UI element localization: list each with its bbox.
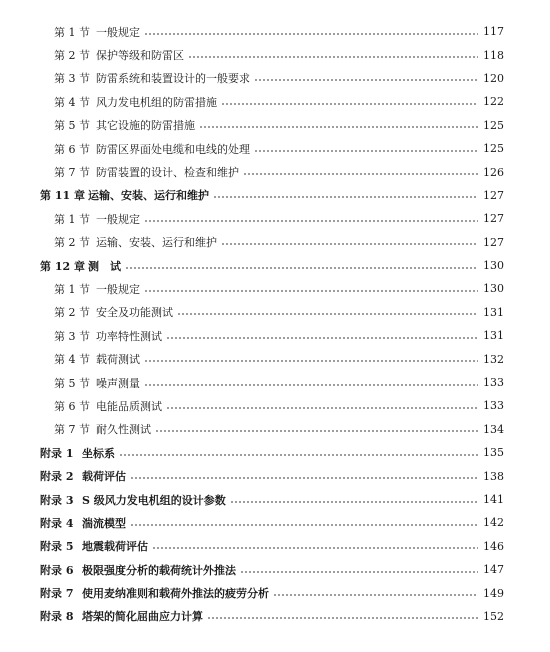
entry-number: 第 2 节 [54,49,90,63]
entry-title: 一般规定 [96,212,140,226]
toc-section-entry[interactable] [0,207,550,230]
entry-page-number: 127 [483,235,504,249]
entry-page-number: 146 [483,539,504,553]
entry-number: 第 1 节 [54,282,90,296]
dot-leader [221,243,478,245]
entry-title: 防雷系统和装置设计的一般要求 [96,72,250,86]
entry-number: 附录 5 [40,540,74,554]
dot-leader [155,430,478,432]
toc-chapter-entry[interactable] [0,184,550,207]
entry-page-number: 138 [483,469,504,483]
dot-leader [144,33,478,35]
entry-title: 载荷测试 [96,353,140,367]
entry-title: 防雷区界面处电缆和电线的处理 [96,142,250,156]
toc-section-entry[interactable] [0,90,550,113]
toc-section-entry[interactable] [0,137,550,160]
entry-page-number: 135 [483,446,504,460]
entry-title: 一般规定 [96,282,140,296]
entry-page-number: 133 [483,399,504,413]
entry-page-number: 122 [483,95,504,109]
entry-title: 运输、安装、运行和维护 [96,236,217,250]
entry-title: 功率特性测试 [96,329,162,343]
entry-title: 一般规定 [96,25,140,39]
toc-section-entry[interactable] [0,324,550,347]
dot-leader [188,56,478,58]
entry-title: 运输、安装、运行和维护 [88,189,209,203]
entry-page-number: 126 [483,165,504,179]
entry-title: 载荷评估 [82,470,126,484]
entry-number: 附录 3 [40,493,74,507]
dot-leader [144,220,478,222]
toc-appendix-entry[interactable] [0,488,550,511]
toc-section-entry[interactable] [0,371,550,394]
entry-title: 防雷装置的设计、检查和维护 [96,166,239,180]
entry-number: 第 12 章 [40,259,85,273]
entry-number: 附录 6 [40,563,74,577]
entry-page-number: 141 [483,493,504,506]
entry-number: 附录 4 [40,516,74,530]
entry-page-number: 127 [483,188,504,202]
toc-section-entry[interactable] [0,418,550,441]
toc-appendix-entry[interactable] [0,581,550,604]
toc-section-entry[interactable] [0,231,550,254]
dot-leader [177,313,478,315]
entry-page-number: 152 [483,609,504,623]
entry-number: 第 3 节 [54,329,90,343]
toc-appendix-entry[interactable] [0,441,550,464]
dot-leader [213,196,478,198]
entry-title: 使用麦纳准则和载荷外推法的疲劳分析 [82,587,269,601]
toc-section-entry[interactable] [0,277,550,300]
entry-page-number: 120 [483,71,504,85]
entry-page-number: 117 [483,25,504,39]
toc-appendix-entry[interactable] [0,558,550,581]
entry-number: 第 1 节 [54,212,90,226]
entry-title: 测 试 [88,259,121,273]
entry-title: 电能品质测试 [96,399,162,413]
entry-title: S 级风力发电机组的设计参数 [82,493,226,507]
entry-number: 第 5 节 [54,119,90,133]
entry-page-number: 134 [483,422,504,436]
toc-chapter-entry[interactable] [0,254,550,277]
entry-page-number: 125 [483,118,504,132]
dot-leader [166,337,478,339]
entry-number: 第 2 节 [54,306,90,320]
entry-title: 噪声测量 [96,376,140,390]
toc-section-entry[interactable] [0,114,550,137]
entry-title: 极限强度分析的载荷统计外推法 [82,563,236,577]
entry-title: 保护等级和防雷区 [96,49,184,63]
dot-leader [130,477,478,479]
entry-page-number: 149 [483,586,504,600]
toc-section-entry[interactable] [0,67,550,90]
toc-section-entry[interactable] [0,20,550,43]
dot-leader [166,407,478,409]
entry-title: 耐久性测试 [96,423,151,437]
dot-leader [119,454,478,456]
entry-page-number: 130 [483,259,504,273]
dot-leader [130,524,478,526]
entry-page-number: 125 [483,142,504,156]
entry-title: 坐标系 [82,446,115,460]
entry-title: 安全及功能测试 [96,306,173,320]
entry-number: 第 2 节 [54,236,90,250]
dot-leader [125,267,478,269]
entry-number: 第 6 节 [54,142,90,156]
toc-section-entry[interactable] [0,301,550,324]
entry-title: 湍流模型 [82,516,126,530]
entry-number: 第 4 节 [54,353,90,367]
entry-number: 第 7 节 [54,423,90,437]
dot-leader [240,571,478,573]
table-of-contents [0,20,550,628]
toc-appendix-entry[interactable] [0,535,550,558]
entry-number: 第 5 节 [54,376,90,390]
entry-page-number: 130 [483,282,504,296]
toc-appendix-entry[interactable] [0,605,550,628]
dot-leader [273,594,478,596]
toc-appendix-entry[interactable] [0,511,550,534]
dot-leader [254,79,478,81]
entry-number: 第 4 节 [54,95,90,109]
entry-number: 附录 7 [40,587,74,601]
dot-leader [144,290,478,292]
entry-title: 塔架的简化屈曲应力计算 [82,610,203,624]
entry-number: 第 1 节 [54,25,90,39]
entry-number: 附录 1 [40,446,74,460]
dot-leader [207,617,478,619]
entry-title: 风力发电机组的防雷措施 [96,95,217,109]
dot-leader [152,547,478,549]
toc-appendix-entry[interactable] [0,464,550,487]
entry-title: 地震载荷评估 [82,540,148,554]
dot-leader [243,173,478,175]
entry-number: 第 11 章 [40,189,85,203]
entry-page-number: 132 [483,352,504,366]
dot-leader [144,384,478,386]
dot-leader [221,103,478,105]
dot-leader [199,126,478,128]
entry-number: 第 7 节 [54,166,90,180]
entry-page-number: 131 [483,305,504,319]
dot-leader [254,150,478,152]
entry-number: 第 6 节 [54,399,90,413]
dot-leader [230,501,478,503]
entry-number: 附录 2 [40,470,74,484]
entry-number: 附录 8 [40,610,74,624]
entry-page-number: 127 [483,212,504,226]
entry-page-number: 133 [483,376,504,390]
entry-page-number: 142 [483,516,504,530]
toc-section-entry[interactable] [0,347,550,370]
dot-leader [144,360,478,362]
entry-title: 其它设施的防雷措施 [96,119,195,133]
toc-section-entry[interactable] [0,43,550,66]
entry-number: 第 3 节 [54,72,90,86]
entry-page-number: 118 [483,48,504,62]
toc-section-entry[interactable] [0,394,550,417]
entry-page-number: 131 [483,329,504,343]
toc-section-entry[interactable] [0,160,550,183]
entry-page-number: 147 [483,563,504,577]
